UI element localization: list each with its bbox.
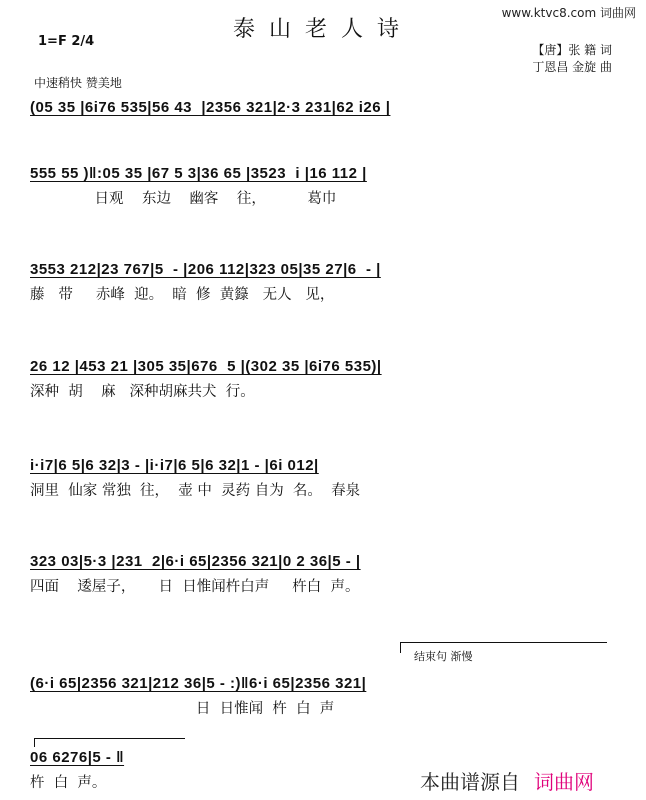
score-system-2 [30,162,610,210]
website-url: www.ktvc8.com [501,6,597,20]
score-system-6 [30,550,610,598]
lyrics-line: 杵 白 声。 [30,775,107,791]
key-signature: 1=F 2/4 [38,34,95,49]
ending-label: 结束句 渐慢 [414,650,473,663]
source-brand-link[interactable]: 词曲网 [534,770,594,794]
website-name: 词曲网 [599,6,636,20]
score-system-3 [30,258,610,306]
notation-line: 06 6276|5 - ‖ [30,749,125,766]
score-system-7 [30,672,610,720]
credits [532,42,612,76]
notation-line: 555 55 )‖:05 35 |67 5 3|36 65 |3523 i |16 112 | [30,165,367,182]
lyrics-line: 日观 东边 幽客 往， 葛巾 [30,191,337,207]
score-system-4 [30,355,610,403]
lyricist: 【唐】张 籍 词 [532,43,612,57]
notation-line: 3553 212|23 767|5 - |206 112|323 05|35 27|6 - | [30,261,381,278]
lyrics-line [30,122,610,144]
lyrics-line: 洞里 仙家 常独 往， 壶 中 灵药 自为 名。 春泉 [30,483,361,499]
lyrics-line: 四面 逶屋子， 日 日惟闻杵白声 杵白 声。 [30,579,360,595]
lyrics-line: 深种 胡 麻 深种胡麻共犬 行。 [30,384,255,400]
source-credit [420,766,594,795]
notation-line: (05 35 |6i76 535|56 43 |2356 321|2·3 231|62 i26 | [30,99,391,116]
source-label: 本曲谱源自 [420,770,520,794]
tempo-marking: 中速稍快 赞美地 [34,76,122,90]
lyrics-line: 藤 带 赤峰 迎。 暗 修 黄籙 无人 见， [30,287,335,303]
lyrics-line: 日 日惟闻 杵 白 声 [30,701,335,717]
score-system-1 [30,96,610,144]
notation-line: (6·i 65|2356 321|212 36|5 - :)‖6·i 65|2356 321| [30,675,367,692]
page-title: 泰山老人诗 [232,17,413,42]
notation-line: 26 12 |453 21 |305 35|676 5 |(302 35 |6i76 535)| [30,358,382,375]
notation-line: 323 03|5·3 |231 2|6·i 65|2356 321|0 2 36|5 - | [30,553,361,570]
notation-line: i·i7|6 5|6 32|3 - |i·i7|6 5|6 32|1 - |6i 012| [30,457,319,474]
composer: 丁恩昌 金旋 曲 [532,60,612,74]
score-system-5 [30,454,610,502]
